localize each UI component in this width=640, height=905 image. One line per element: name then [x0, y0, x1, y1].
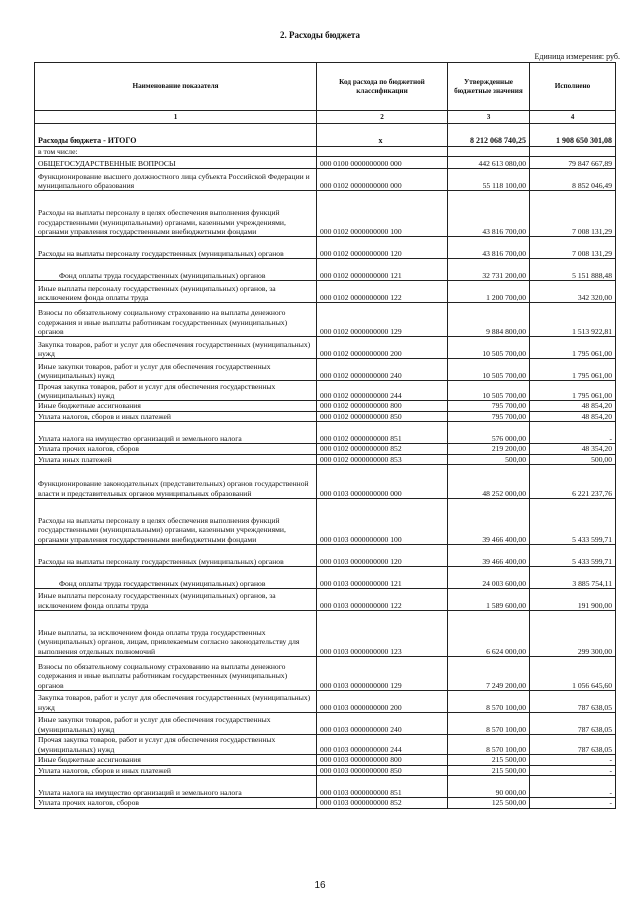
- row-executed: 1 795 061,00: [530, 337, 616, 359]
- row-executed: 48 854,20: [530, 411, 616, 421]
- row-approved: 10 505 700,00: [448, 381, 530, 401]
- row-name: Закупка товаров, работ и услуг для обеспечения государственных (муниципальных) нужд: [35, 691, 317, 713]
- row-executed: 1 795 061,00: [530, 381, 616, 401]
- row-code: 000 0100 0000000000 000: [317, 157, 448, 169]
- empty-cell: [448, 147, 530, 157]
- row-name: Расходы на выплаты персоналу государственных (муниципальных) органов: [35, 545, 317, 567]
- row-approved: 215 500,00: [448, 765, 530, 775]
- table-row: [35, 735, 616, 755]
- row-code: 000 0102 0000000000 851: [317, 422, 448, 444]
- row-executed: -: [530, 765, 616, 775]
- row-approved: 43 816 700,00: [448, 237, 530, 259]
- table-row: [35, 545, 616, 567]
- row-code: 000 0103 0000000000 851: [317, 776, 448, 798]
- row-code: 000 0103 0000000000 100: [317, 499, 448, 545]
- total-executed: 1 908 650 301,08: [530, 124, 616, 147]
- table-row: [35, 657, 616, 691]
- row-code: 000 0103 0000000000 800: [317, 755, 448, 765]
- section-title: 2. Расходы бюджета: [280, 30, 360, 40]
- row-executed: 6 221 237,76: [530, 465, 616, 499]
- header-approved: Утвержденные бюджетные значения: [448, 63, 530, 111]
- row-executed: -: [530, 798, 616, 808]
- empty-cell: [317, 147, 448, 157]
- table-row: [35, 444, 616, 454]
- page-number: 16: [314, 880, 326, 891]
- row-name: Прочая закупка товаров, работ и услуг для обеспечения государственных (муниципальных) нужд: [35, 735, 317, 755]
- row-approved: 795 700,00: [448, 401, 530, 411]
- table-row: [35, 359, 616, 381]
- row-code: 000 0103 0000000000 000: [317, 465, 448, 499]
- header-col-number: 2: [317, 111, 448, 124]
- table-row: [35, 465, 616, 499]
- row-code: 000 0102 0000000000 200: [317, 337, 448, 359]
- row-code: 000 0102 0000000000 120: [317, 237, 448, 259]
- header-code: Код расхода по бюджетной классификации: [317, 63, 448, 111]
- row-code: 000 0103 0000000000 200: [317, 691, 448, 713]
- row-name: Расходы на выплаты персоналу государственных (муниципальных) органов: [35, 237, 317, 259]
- row-code: 000 0102 0000000000 853: [317, 454, 448, 464]
- row-name: Уплата налога на имущество организаций и земельного налога: [35, 422, 317, 444]
- row-approved: 10 505 700,00: [448, 337, 530, 359]
- row-approved: 795 700,00: [448, 411, 530, 421]
- row-name: Иные выплаты персоналу государственных (муниципальных) органов, за исключением фонда оплаты труда: [35, 589, 317, 611]
- row-approved: 48 252 000,00: [448, 465, 530, 499]
- row-executed: 5 433 599,71: [530, 499, 616, 545]
- row-name: Иные выплаты персоналу государственных (муниципальных) органов, за исключением фонда оплаты труда: [35, 281, 317, 303]
- row-approved: 576 000,00: [448, 422, 530, 444]
- row-name: Расходы на выплаты персоналу в целях обеспечения выполнения функций государственными (муниципальными) органами, казенными учреждениями, органами управления государственными внебюджетными фондами: [35, 499, 317, 545]
- row-name: Иные бюджетные ассигнования: [35, 755, 317, 765]
- table-row: [35, 499, 616, 545]
- row-code: 000 0103 0000000000 240: [317, 713, 448, 735]
- row-name: Функционирование высшего должностного лица субъекта Российской Федерации и муниципального образования: [35, 169, 317, 191]
- row-executed: 299 300,00: [530, 611, 616, 657]
- table-row: [35, 401, 616, 411]
- row-executed: -: [530, 422, 616, 444]
- header-col-number: 1: [35, 111, 317, 124]
- row-approved: 8 570 100,00: [448, 691, 530, 713]
- total-code: x: [317, 124, 448, 147]
- header-col-number: 3: [448, 111, 530, 124]
- header-executed: Исполнено: [530, 63, 616, 111]
- row-approved: 9 884 800,00: [448, 303, 530, 337]
- row-approved: 55 118 100,00: [448, 169, 530, 191]
- row-executed: 1 513 922,81: [530, 303, 616, 337]
- row-executed: 787 638,05: [530, 713, 616, 735]
- row-executed: 787 638,05: [530, 735, 616, 755]
- table-row: [35, 191, 616, 237]
- table-row: [35, 611, 616, 657]
- row-code: 000 0103 0000000000 244: [317, 735, 448, 755]
- table-row: [35, 169, 616, 191]
- row-executed: 787 638,05: [530, 691, 616, 713]
- table-row: [35, 381, 616, 401]
- row-executed: 500,00: [530, 454, 616, 464]
- row-name: Расходы на выплаты персоналу в целях обеспечения выполнения функций государственными (муниципальными) органами, казенными учреждениями, органами управления государственными внебюджетными фондами: [35, 191, 317, 237]
- row-name: Фонд оплаты труда государственных (муниципальных) органов: [35, 259, 317, 281]
- row-code: 000 0102 0000000000 000: [317, 169, 448, 191]
- row-code: 000 0103 0000000000 123: [317, 611, 448, 657]
- row-executed: 1 056 645,60: [530, 657, 616, 691]
- row-code: 000 0102 0000000000 100: [317, 191, 448, 237]
- row-code: 000 0102 0000000000 122: [317, 281, 448, 303]
- header-col-number: 4: [530, 111, 616, 124]
- row-approved: 90 000,00: [448, 776, 530, 798]
- row-code: 000 0102 0000000000 129: [317, 303, 448, 337]
- including-label: в том числе:: [35, 147, 317, 157]
- row-approved: 39 466 400,00: [448, 499, 530, 545]
- total-approved: 8 212 068 740,25: [448, 124, 530, 147]
- row-code: 000 0102 0000000000 244: [317, 381, 448, 401]
- row-executed: 7 008 131,29: [530, 237, 616, 259]
- row-approved: 125 500,00: [448, 798, 530, 808]
- row-name: Фонд оплаты труда государственных (муниципальных) органов: [35, 567, 317, 589]
- row-code: 000 0103 0000000000 129: [317, 657, 448, 691]
- table-row: [35, 303, 616, 337]
- row-code: 000 0103 0000000000 122: [317, 589, 448, 611]
- row-approved: 1 200 700,00: [448, 281, 530, 303]
- row-approved: 8 570 100,00: [448, 735, 530, 755]
- table-row: [35, 337, 616, 359]
- row-code: 000 0102 0000000000 240: [317, 359, 448, 381]
- row-executed: 191 900,00: [530, 589, 616, 611]
- row-name: Взносы по обязательному социальному страхованию на выплаты денежного содержания и иные выплаты работникам государственных (муниципальных) органов: [35, 657, 317, 691]
- row-name: Иные закупки товаров, работ и услуг для обеспечения государственных (муниципальных) нужд: [35, 713, 317, 735]
- row-name: Закупка товаров, работ и услуг для обеспечения государственных (муниципальных) нужд: [35, 337, 317, 359]
- table-row: [35, 157, 616, 169]
- row-name: Уплата налогов, сборов и иных платежей: [35, 411, 317, 421]
- row-approved: 8 570 100,00: [448, 713, 530, 735]
- units-label: Единица измерения: руб.: [534, 52, 620, 61]
- table-row: [35, 589, 616, 611]
- row-name: Уплата налогов, сборов и иных платежей: [35, 765, 317, 775]
- row-name: Уплата иных платежей: [35, 454, 317, 464]
- header-name: Наименование показателя: [35, 63, 317, 111]
- table-row: [35, 454, 616, 464]
- table-row: [35, 281, 616, 303]
- empty-cell: [530, 147, 616, 157]
- row-approved: 6 624 000,00: [448, 611, 530, 657]
- row-code: 000 0102 0000000000 852: [317, 444, 448, 454]
- budget-expenses-table: [34, 62, 616, 809]
- row-approved: 43 816 700,00: [448, 191, 530, 237]
- row-approved: 442 613 080,00: [448, 157, 530, 169]
- row-approved: 32 731 200,00: [448, 259, 530, 281]
- row-executed: 79 847 667,89: [530, 157, 616, 169]
- row-code: 000 0102 0000000000 121: [317, 259, 448, 281]
- including-row: [35, 147, 616, 157]
- total-name: Расходы бюджета - ИТОГО: [35, 124, 317, 147]
- table-row: [35, 411, 616, 421]
- row-code: 000 0103 0000000000 852: [317, 798, 448, 808]
- row-name: Функционирование законодательных (представительных) органов государственной власти и представительных органов муниципальных образований: [35, 465, 317, 499]
- table-row: [35, 259, 616, 281]
- row-name: Прочая закупка товаров, работ и услуг для обеспечения государственных (муниципальных) нужд: [35, 381, 317, 401]
- row-name: Уплата налога на имущество организаций и земельного налога: [35, 776, 317, 798]
- row-executed: 8 852 046,49: [530, 169, 616, 191]
- row-name: Иные закупки товаров, работ и услуг для обеспечения государственных (муниципальных) нужд: [35, 359, 317, 381]
- row-code: 000 0103 0000000000 850: [317, 765, 448, 775]
- row-executed: 7 008 131,29: [530, 191, 616, 237]
- table-row: [35, 567, 616, 589]
- table-row: [35, 755, 616, 765]
- row-executed: 5 151 888,48: [530, 259, 616, 281]
- row-approved: 10 505 700,00: [448, 359, 530, 381]
- row-code: 000 0102 0000000000 850: [317, 411, 448, 421]
- row-name: Иные бюджетные ассигнования: [35, 401, 317, 411]
- row-name: Уплата прочих налогов, сборов: [35, 444, 317, 454]
- table-row: [35, 713, 616, 735]
- row-name: Взносы по обязательному социальному страхованию на выплаты денежного содержания и иные выплаты работникам государственных (муниципальных) органов: [35, 303, 317, 337]
- table-row: [35, 422, 616, 444]
- row-approved: 500,00: [448, 454, 530, 464]
- row-executed: 1 795 061,00: [530, 359, 616, 381]
- row-approved: 215 500,00: [448, 755, 530, 765]
- row-executed: -: [530, 755, 616, 765]
- row-executed: 3 885 754,11: [530, 567, 616, 589]
- row-executed: 48 354,20: [530, 444, 616, 454]
- row-code: 000 0103 0000000000 121: [317, 567, 448, 589]
- row-executed: 342 320,00: [530, 281, 616, 303]
- table-row: [35, 765, 616, 775]
- table-row: [35, 691, 616, 713]
- row-code: 000 0102 0000000000 800: [317, 401, 448, 411]
- row-name: Уплата прочих налогов, сборов: [35, 798, 317, 808]
- row-code: 000 0103 0000000000 120: [317, 545, 448, 567]
- row-name: Иные выплаты, за исключением фонда оплаты труда государственных (муниципальных) органов, лицам, привлекаемым согласно законодательству для выполнения отдельных полномочий: [35, 611, 317, 657]
- row-name: ОБЩЕГОСУДАРСТВЕННЫЕ ВОПРОСЫ: [35, 157, 317, 169]
- table-row: [35, 776, 616, 798]
- row-approved: 39 466 400,00: [448, 545, 530, 567]
- row-executed: 48 854,20: [530, 401, 616, 411]
- table-row: [35, 237, 616, 259]
- row-approved: 1 589 600,00: [448, 589, 530, 611]
- total-row: [35, 124, 616, 147]
- row-executed: -: [530, 776, 616, 798]
- row-executed: 5 433 599,71: [530, 545, 616, 567]
- row-approved: 219 200,00: [448, 444, 530, 454]
- row-approved: 24 003 600,00: [448, 567, 530, 589]
- row-approved: 7 249 200,00: [448, 657, 530, 691]
- table-row: [35, 798, 616, 808]
